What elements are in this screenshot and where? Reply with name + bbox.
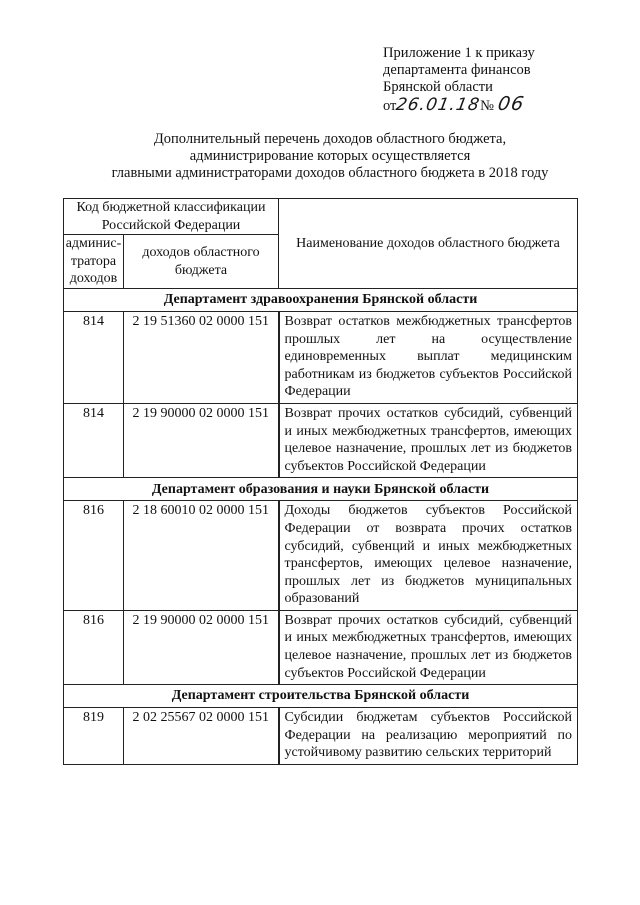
header-code-group: Код бюджетной классификации Российской Федерации	[64, 199, 279, 235]
header-income: доходов областного бюджета	[124, 235, 279, 289]
budget-code-cell: 2 02 25567 02 0000 151	[124, 708, 279, 765]
budget-code-cell: 2 19 90000 02 0000 151	[124, 610, 279, 684]
appendix-line-2: департамента финансов	[383, 62, 531, 78]
appendix-block	[383, 45, 613, 115]
table-row	[64, 311, 578, 403]
handwritten-number: 06	[496, 93, 527, 115]
department-heading: Департамент строительства Брянской области	[64, 685, 578, 708]
budget-code-cell: 2 19 90000 02 0000 151	[124, 403, 279, 477]
header-name: Наименование доходов областного бюджета	[279, 199, 578, 289]
admin-code-cell: 814	[64, 403, 124, 477]
admin-code-cell: 816	[64, 610, 124, 684]
appendix-line-3: Брянской области	[383, 79, 493, 95]
admin-code-cell: 814	[64, 311, 124, 403]
income-name-cell: Возврат прочих остатков субсидий, субвенций и иных межбюджетных трансфертов, имеющих целевое назначение, прошлых лет из бюджетов субъектов Российской Федерации	[279, 610, 578, 684]
table-row	[64, 610, 578, 684]
table-row	[64, 501, 578, 611]
admin-code-cell: 819	[64, 708, 124, 765]
department-heading: Департамент образования и науки Брянской области	[64, 478, 578, 501]
admin-code-cell: 816	[64, 501, 124, 611]
section-header-row	[64, 685, 578, 708]
budget-code-cell: 2 18 60010 02 0000 151	[124, 501, 279, 611]
table-header-row-1	[64, 199, 578, 235]
title-line-1: Дополнительный перечень доходов областного бюджета,	[153, 131, 507, 147]
appendix-date-line	[383, 93, 613, 115]
date-prefix: от	[383, 98, 397, 114]
document-title	[80, 131, 580, 182]
table-row	[64, 403, 578, 477]
handwritten-date: 26.01.18	[394, 95, 482, 115]
budget-code-cell: 2 19 51360 02 0000 151	[124, 311, 279, 403]
header-admin: админис-тратора доходов	[64, 235, 124, 289]
number-prefix: №	[480, 98, 494, 114]
section-header-row	[64, 288, 578, 311]
table-row	[64, 708, 578, 765]
income-table	[63, 198, 578, 765]
section-header-row	[64, 478, 578, 501]
title-line-3: главными администраторами доходов областного бюджета в 2018 году	[111, 165, 549, 181]
appendix-line-1: Приложение 1 к приказу	[383, 45, 535, 61]
income-name-cell: Возврат прочих остатков субсидий, субвенций и иных межбюджетных трансфертов, имеющих целевое назначение, прошлых лет из бюджетов субъектов Российской Федерации	[279, 403, 578, 477]
department-heading: Департамент здравоохранения Брянской области	[64, 288, 578, 311]
income-name-cell: Субсидии бюджетам субъектов Российской Федерации на реализацию мероприятий по устойчивому развитию сельских территорий	[279, 708, 578, 765]
title-line-2: администрирование которых осуществляется	[189, 148, 471, 164]
income-name-cell: Возврат остатков межбюджетных трансфертов прошлых лет на осуществление единовременных выплат медицинским работникам из бюджетов субъектов Российской Федерации	[279, 311, 578, 403]
income-name-cell: Доходы бюджетов субъектов Российской Федерации от возврата прочих остатков субсидий, субвенций и иных межбюджетных трансфертов, имеющих целевое назначение, прошлых лет из бюджетов муниципальных образований	[279, 501, 578, 611]
